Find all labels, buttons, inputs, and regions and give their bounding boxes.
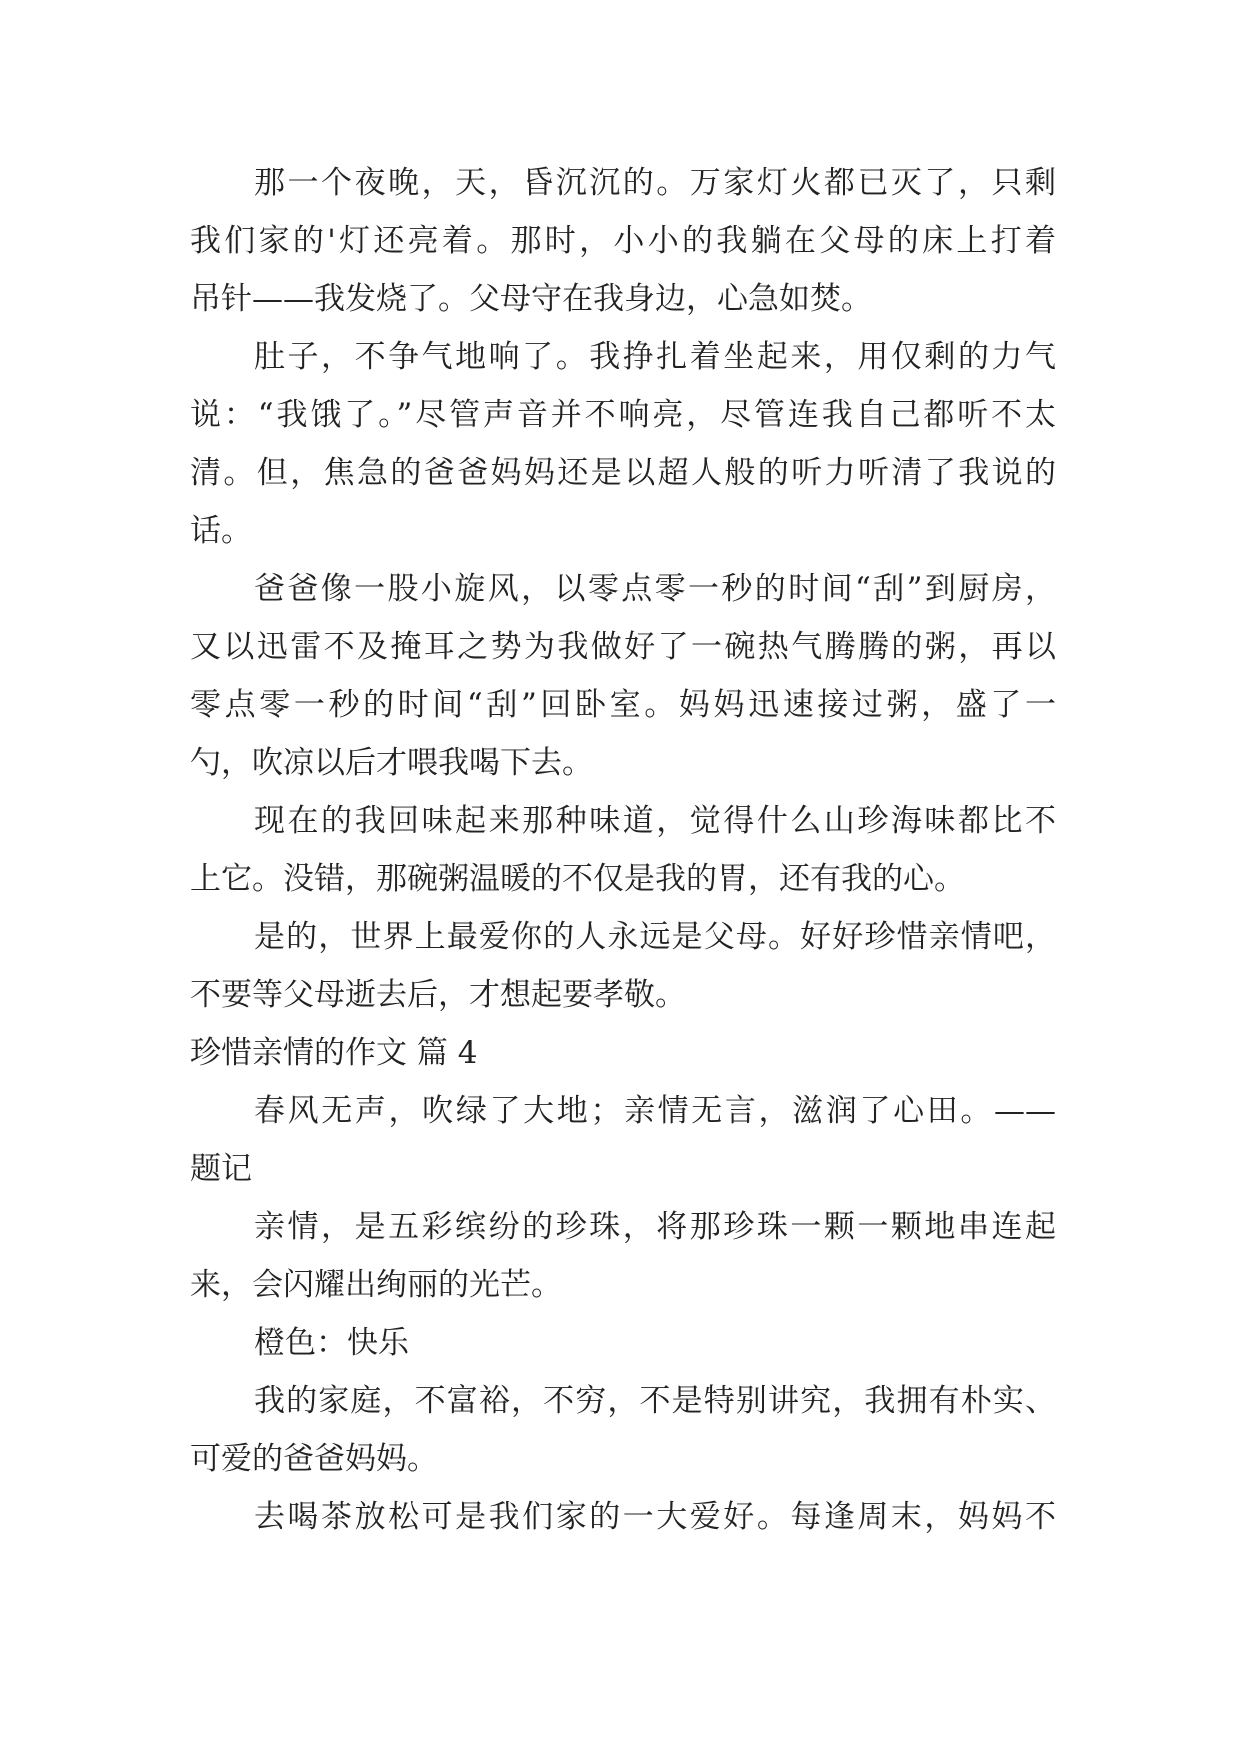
paragraph-line: 又以迅雷不及掩耳之势为我做好了一碗热气腾腾的粥，再以 <box>190 629 1056 665</box>
paragraph-line: 题记 <box>190 1151 252 1187</box>
paragraph-line: 来，会闪耀出绚丽的光芒。 <box>190 1267 562 1303</box>
paragraph-line: 我们家的'灯还亮着。那时，小小的我躺在父母的床上打着 <box>190 223 1056 259</box>
paragraph-line: 清。但，焦急的爸爸妈妈还是以超人般的听力听清了我说的 <box>190 455 1056 491</box>
paragraph-line: 说：“我饿了。”尽管声音并不响亮，尽管连我自己都听不太 <box>190 397 1056 433</box>
paragraph-line: 亲情，是五彩缤纷的珍珠，将那珍珠一颗一颗地串连起 <box>254 1209 1056 1245</box>
paragraph-line: 爸爸像一股小旋风，以零点零一秒的时间“刮”到厨房， <box>254 571 1056 607</box>
paragraph-line: 是的，世界上最爱你的人永远是父母。好好珍惜亲情吧， <box>254 919 1056 955</box>
paragraph-line: 去喝茶放松可是我们家的一大爱好。每逢周末，妈妈不 <box>254 1499 1056 1535</box>
paragraph-line: 肚子，不争气地响了。我挣扎着坐起来，用仅剩的力气 <box>254 339 1056 375</box>
paragraph-line: 零点零一秒的时间“刮”回卧室。妈妈迅速接过粥，盛了一 <box>190 687 1056 723</box>
paragraph-line: 勺，吹凉以后才喂我喝下去。 <box>190 745 593 781</box>
paragraph-line: 上它。没错，那碗粥温暖的不仅是我的胃，还有我的心。 <box>190 861 965 897</box>
section-heading: 珍惜亲情的作文 篇 4 <box>190 1035 478 1071</box>
paragraph-line: 现在的我回味起来那种味道，觉得什么山珍海味都比不 <box>254 803 1056 839</box>
paragraph-line: 话。 <box>190 513 252 549</box>
document-body <box>190 154 1056 1546</box>
paragraph-line: 那一个夜晚，天，昏沉沉的。万家灯火都已灭了，只剩 <box>254 165 1056 201</box>
paragraph-line: 吊针——我发烧了。父母守在我身边，心急如焚。 <box>190 281 872 317</box>
paragraph-line: 不要等父母逝去后，才想起要孝敬。 <box>190 977 686 1013</box>
paragraph-line: 橙色：快乐 <box>254 1325 409 1361</box>
paragraph-line: 春风无声，吹绿了大地；亲情无言，滋润了心田。—— <box>254 1093 1056 1129</box>
paragraph-line: 我的家庭，不富裕，不穷，不是特别讲究，我拥有朴实、 <box>254 1383 1056 1419</box>
paragraph-line: 可爱的爸爸妈妈。 <box>190 1441 438 1477</box>
